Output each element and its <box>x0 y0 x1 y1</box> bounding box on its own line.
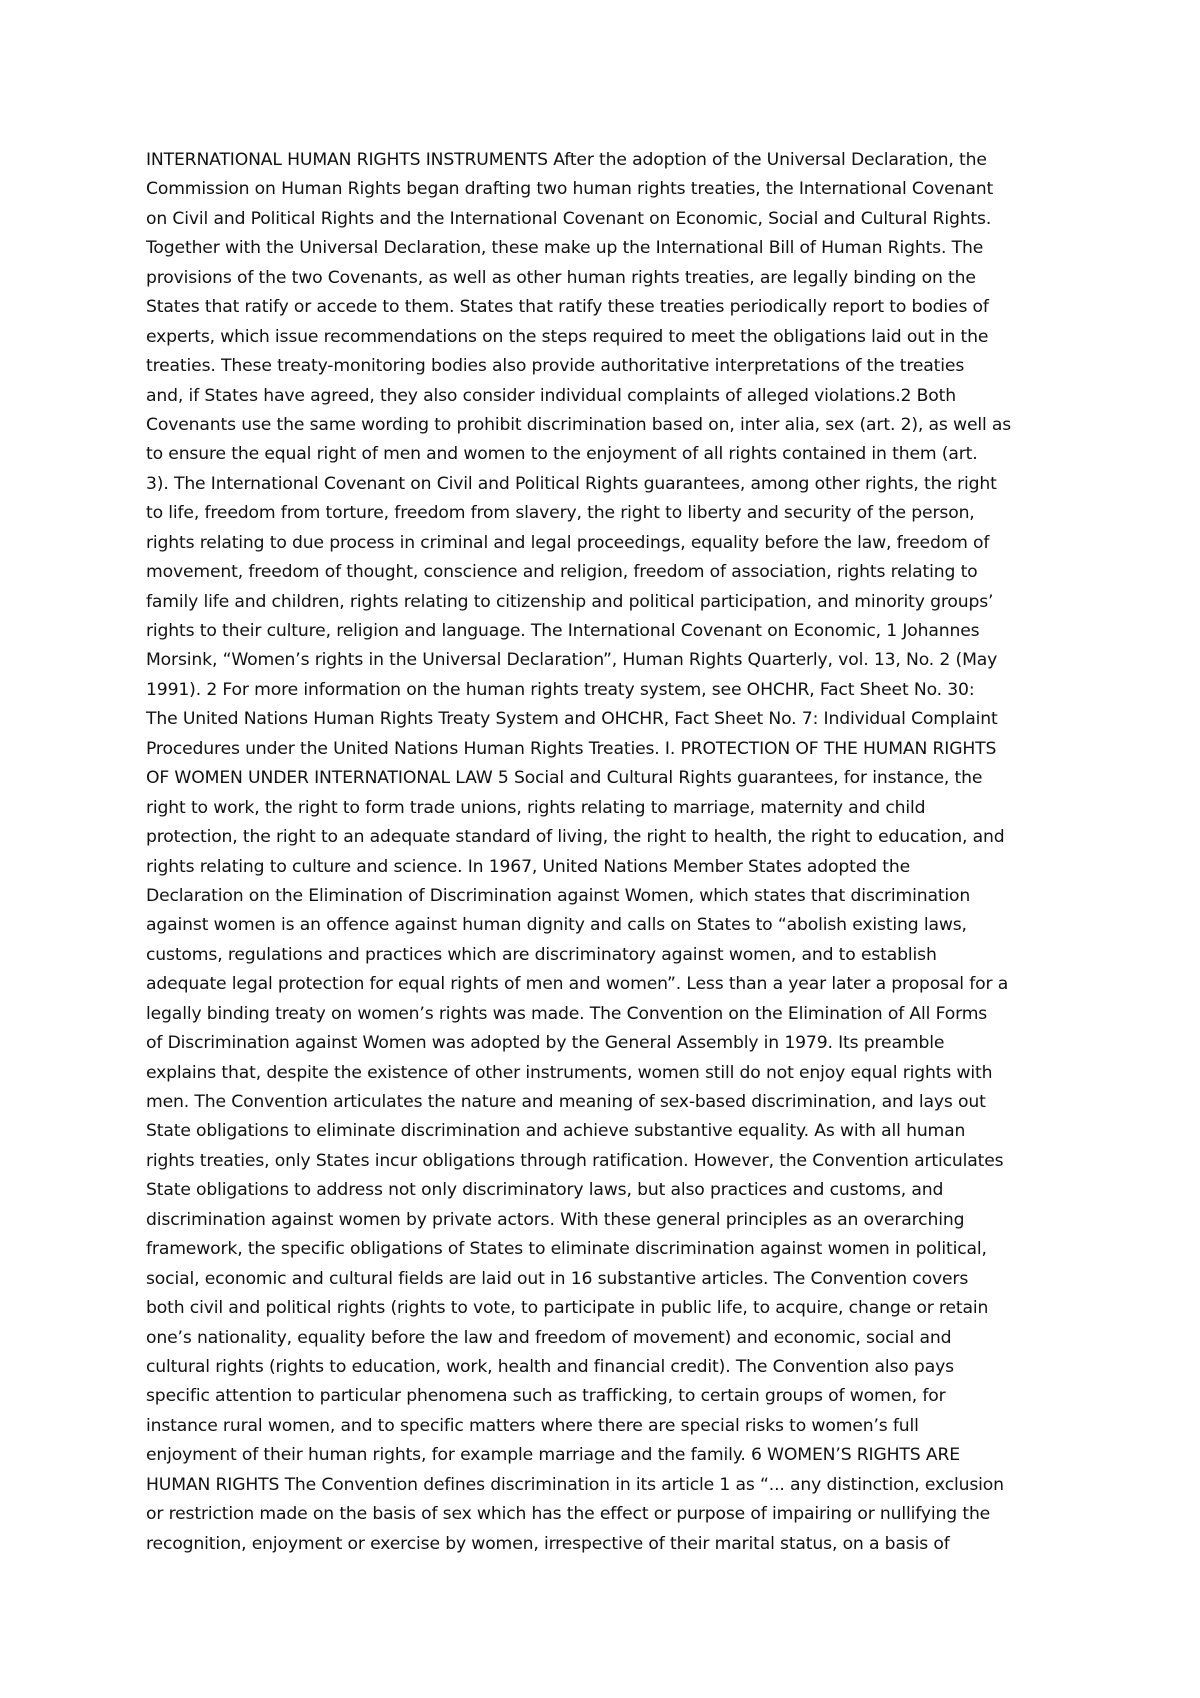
text-line: against women is an offence against human dignity and calls on States to “abolish existing laws, <box>146 915 967 936</box>
text-line: discrimination against women by private actors. With these general principles as an overarching <box>146 1209 965 1230</box>
text-line: customs, regulations and practices which are discriminatory against women, and to establish <box>146 944 937 965</box>
text-line: State obligations to address not only discriminatory laws, but also practices and customs, and <box>146 1180 944 1201</box>
text-line: one’s nationality, equality before the law and freedom of movement) and economic, social and <box>146 1327 952 1348</box>
text-line: experts, which issue recommendations on the steps required to meet the obligations laid out in the <box>146 326 989 347</box>
text-line: explains that, despite the existence of other instruments, women still do not enjoy equal rights with <box>146 1062 993 1083</box>
text-line: framework, the specific obligations of States to eliminate discrimination against women in political, <box>146 1239 987 1260</box>
text-line: Covenants use the same wording to prohibit discrimination based on, inter alia, sex (art. 2), as well as <box>146 414 1012 435</box>
body-text <box>146 146 1066 1559</box>
text-line: both civil and political rights (rights to vote, to participate in public life, to acquire, change or retain <box>146 1298 989 1319</box>
text-line: State obligations to eliminate discrimination and achieve substantive equality. As with all human <box>146 1121 966 1142</box>
text-line: men. The Convention articulates the nature and meaning of sex-based discrimination, and lays out <box>146 1092 986 1112</box>
text-line: Declaration on the Elimination of Discrimination against Women, which states that discrimination <box>146 885 971 906</box>
text-line: movement, freedom of thought, conscience and religion, freedom of association, rights relating to <box>146 562 978 583</box>
text-line: adequate legal protection for equal rights of men and women”. Less than a year later a proposal for a <box>146 974 1009 995</box>
text-line: right to work, the right to form trade unions, rights relating to marriage, maternity and child <box>146 797 926 818</box>
text-line: Morsink, “Women’s rights in the Universal Declaration”, Human Rights Quarterly, vol. 13, No. 2 (May <box>146 650 998 671</box>
text-line: rights relating to culture and science. In 1967, United Nations Member States adopted the <box>146 856 910 877</box>
text-line: protection, the right to an adequate standard of living, the right to health, the right to education, and <box>146 827 1005 848</box>
text-line: The United Nations Human Rights Treaty System and OHCHR, Fact Sheet No. 7: Individual Complaint <box>146 709 998 730</box>
text-line: family life and children, rights relating to citizenship and political participation, and minority groups’ <box>146 591 994 612</box>
text-line: or restriction made on the basis of sex which has the effect or purpose of impairing or nullifying the <box>146 1504 991 1525</box>
text-line: of Discrimination against Women was adopted by the General Assembly in 1979. Its preamble <box>146 1033 945 1054</box>
text-line: Commission on Human Rights began drafting two human rights treaties, the International Covenant <box>146 179 994 200</box>
text-line: to ensure the equal right of men and women to the enjoyment of all rights contained in them (art. <box>146 444 978 465</box>
text-line: cultural rights (rights to education, work, health and financial credit). The Convention also pays <box>146 1356 954 1377</box>
text-line: and, if States have agreed, they also consider individual complaints of alleged violations.2 Both <box>146 385 956 406</box>
text-line: 3). The International Covenant on Civil and Political Rights guarantees, among other rights, the right <box>146 473 997 494</box>
text-line: Together with the Universal Declaration, these make up the International Bill of Human Rights. The <box>146 238 984 259</box>
text-line: INTERNATIONAL HUMAN RIGHTS INSTRUMENTS After the adoption of the Universal Declaration, the <box>146 150 987 170</box>
text-line: on Civil and Political Rights and the International Covenant on Economic, Social and Cultural Rights. <box>146 208 992 229</box>
text-line: instance rural women, and to specific matters where there are special risks to women’s full <box>146 1415 919 1436</box>
text-line: rights treaties, only States incur obligations through ratification. However, the Convention articulates <box>146 1150 1004 1171</box>
text-line: recognition, enjoyment or exercise by women, irrespective of their marital status, on a basis of <box>146 1533 950 1554</box>
text-line: Procedures under the United Nations Human Rights Treaties. I. PROTECTION OF THE HUMAN RIGHTS <box>146 738 997 759</box>
text-line: rights to their culture, religion and language. The International Covenant on Economic, 1 Johannes <box>146 621 980 641</box>
text-line: to life, freedom from torture, freedom from slavery, the right to liberty and security of the person, <box>146 503 975 524</box>
text-line: States that ratify or accede to them. States that ratify these treaties periodically report to bodies of <box>146 297 989 318</box>
text-line: social, economic and cultural fields are laid out in 16 substantive articles. The Convention covers <box>146 1268 969 1289</box>
text-line: enjoyment of their human rights, for example marriage and the family. 6 WOMEN’S RIGHTS ARE <box>146 1445 960 1466</box>
text-line: HUMAN RIGHTS The Convention defines discrimination in its article 1 as “... any distinction, exclusion <box>146 1474 1004 1495</box>
text-line: 1991). 2 For more information on the human rights treaty system, see OHCHR, Fact Sheet No. 30: <box>146 679 975 700</box>
text-line: provisions of the two Covenants, as well as other human rights treaties, are legally binding on the <box>146 267 976 288</box>
text-line: legally binding treaty on women’s rights was made. The Convention on the Elimination of All Forms <box>146 1003 988 1024</box>
text-line: OF WOMEN UNDER INTERNATIONAL LAW 5 Social and Cultural Rights guarantees, for instance, the <box>146 768 983 789</box>
text-line: treaties. These treaty-monitoring bodies also provide authoritative interpretations of the treaties <box>146 356 965 377</box>
text-line: specific attention to particular phenomena such as trafficking, to certain groups of women, for <box>146 1386 946 1407</box>
text-line: rights relating to due process in criminal and legal proceedings, equality before the law, freedom of <box>146 532 990 553</box>
